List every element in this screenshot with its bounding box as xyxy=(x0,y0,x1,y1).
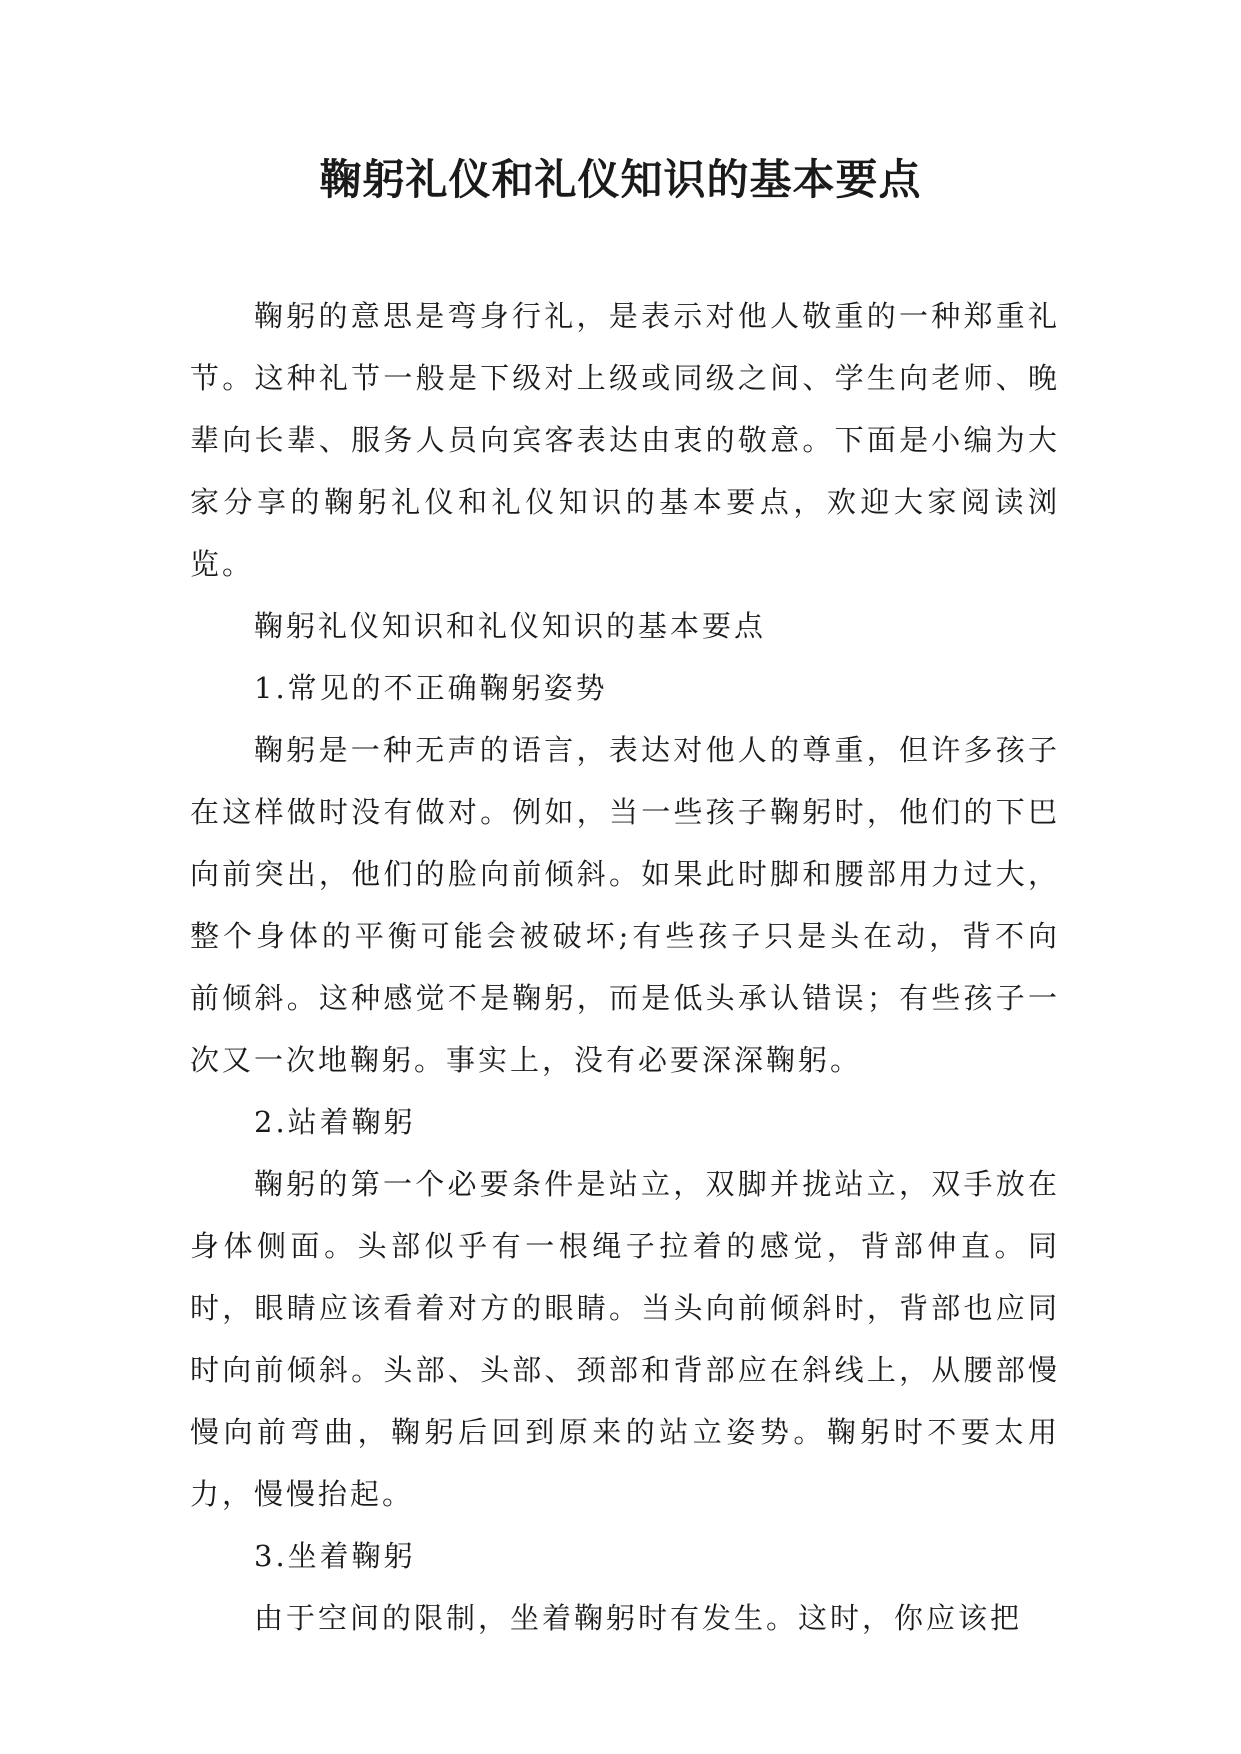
document-body xyxy=(190,285,1060,1649)
subheading-sitting-bow: 3.坐着鞠躬 xyxy=(254,1539,416,1573)
subheading-standing-bow: 2.站着鞠躬 xyxy=(254,1105,416,1139)
intro-paragraph: 鞠躬的意思是弯身行礼，是表示对他人敬重的一种郑重礼节。这种礼节一般是下级对上级或同级之间、学生向老师、晚辈向长辈、服务人员向宾客表达由衷的敬意。下面是小编为大家分享的鞠躬礼仪和礼仪知识的基本要点，欢迎大家阅读浏览。 xyxy=(190,299,1060,581)
subheading-incorrect-bow: 1.常见的不正确鞠躬姿势 xyxy=(254,671,608,705)
paragraph-incorrect-bow: 鞠躬是一种无声的语言，表达对他人的尊重，但许多孩子在这样做时没有做对。例如，当一些孩子鞠躬时，他们的下巴向前突出，他们的脸向前倾斜。如果此时脚和腰部用力过大，整个身体的平衡可能会被破坏;有些孩子只是头在动，背不向前倾斜。这种感觉不是鞠躬，而是低头承认错误；有些孩子一次又一次地鞠躬。事实上，没有必要深深鞠躬。 xyxy=(190,733,1060,1077)
paragraph-sitting-bow: 由于空间的限制，坐着鞠躬时有发生。这时，你应该把 xyxy=(254,1601,1023,1635)
paragraph-standing-bow: 鞠躬的第一个必要条件是站立，双脚并拢站立，双手放在身体侧面。头部似乎有一根绳子拉着的感觉，背部伸直。同时，眼睛应该看着对方的眼睛。当头向前倾斜时，背部也应同时向前倾斜。头部、头部、颈部和背部应在斜线上，从腰部慢慢向前弯曲，鞠躬后回到原来的站立姿势。鞠躬时不要太用力，慢慢抬起。 xyxy=(190,1167,1060,1511)
document-title: 鞠躬礼仪和礼仪知识的基本要点 xyxy=(319,155,922,204)
section-heading: 鞠躬礼仪知识和礼仪知识的基本要点 xyxy=(254,609,767,643)
